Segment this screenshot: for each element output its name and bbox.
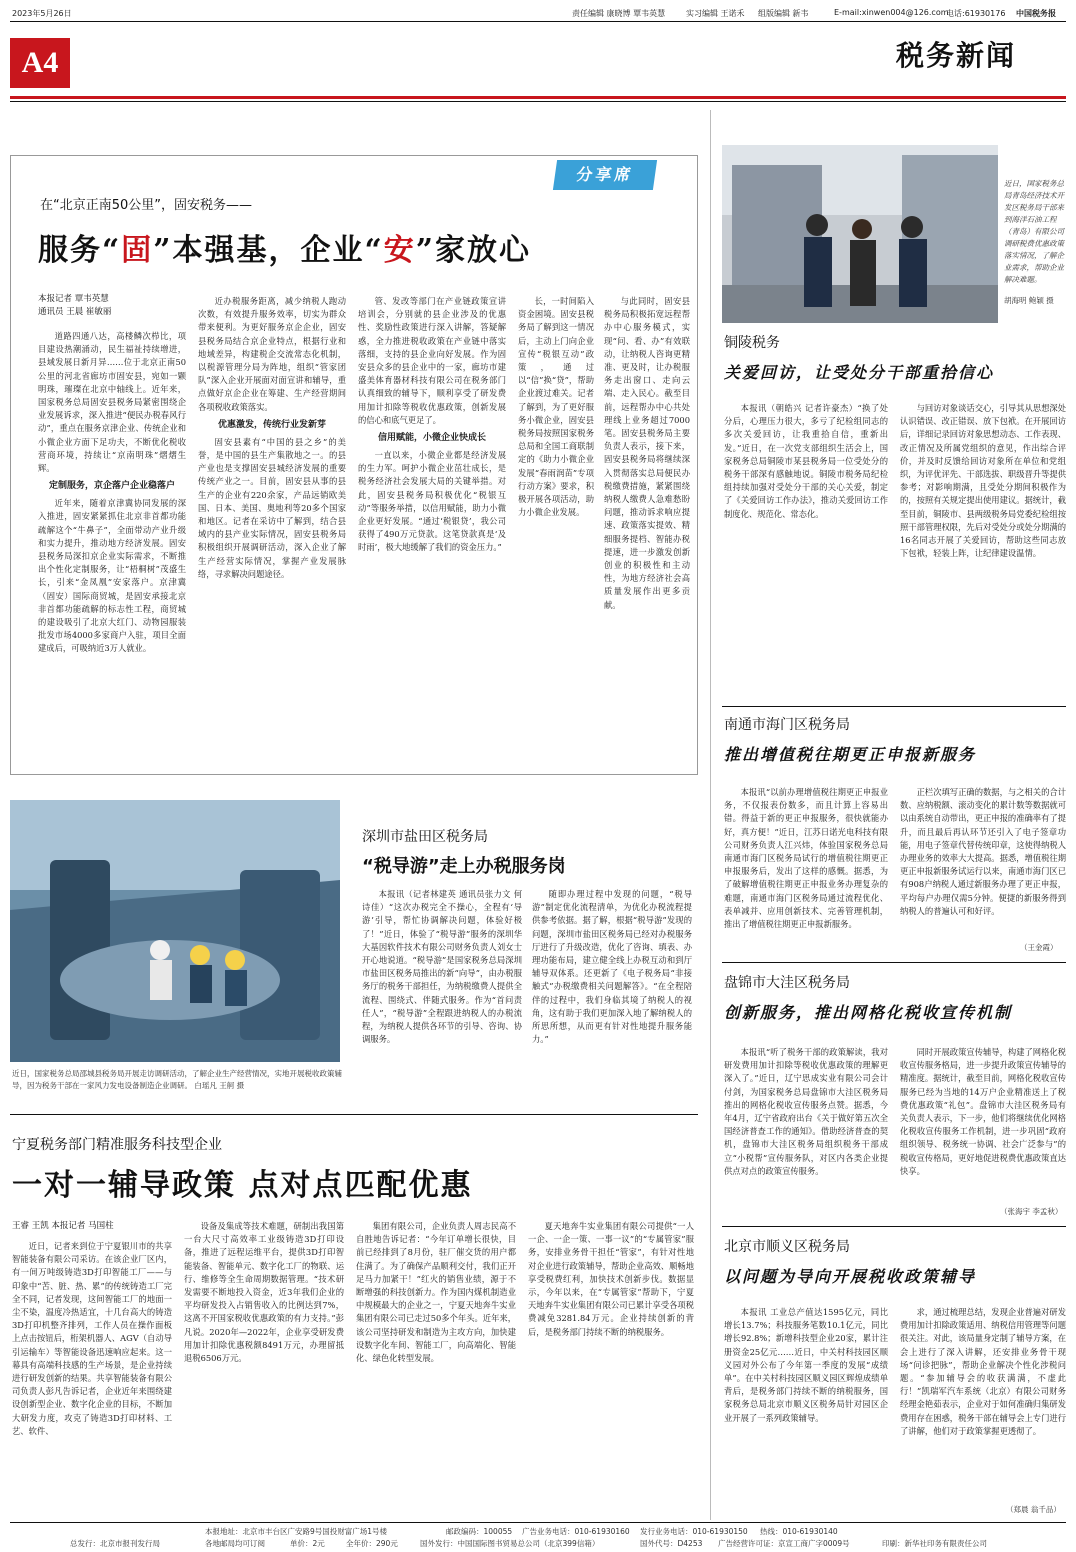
headline-highlight: 固 <box>121 233 154 268</box>
panjin-col-2 <box>900 1046 1066 1204</box>
paragraph: 一直以来，小微企业都是经济发展的生力军。呵护小微企业茁壮成长，是税务经济社会发展大局的关键举措。对此，固安县税务局积极优化“税银互动”等服务举措，以信用赋能，助力小微企业更好发展。“通过‘税银贷’，我公司获得了490万元贷款。这笔贷款真是‘及时雨’，极大地缓解了我们的资金压力。” <box>358 450 506 553</box>
footer-publisher: 总发行：北京市报刊发行局 <box>70 1539 160 1548</box>
paragraph: 夏天地奔牛实业集团有限公司提供“一人一企、一企一策、一事一议”的“专属管家”服务，安排业务骨干担任“管家”，有针对性地对企业进行政策辅导，帮助企业高效、顺畅地享受税费红利，加快技术创新步伐。数据显示，今年以来，在“专属管家”帮助下，宁夏天地奔牛实业集团有限公司已累计享受各项税费减免3281.84万元。企业持续创新的背后，是税务部门持续不断的纳税服务。 <box>528 1221 694 1337</box>
shenzhen-col-1 <box>362 888 522 1106</box>
email: E-mail:xinwen004@126.com <box>834 8 949 17</box>
nantong-col-1 <box>724 786 888 956</box>
layout-editor: 组版编辑 新韦 <box>758 9 809 18</box>
issue-date: 2023年5月26日 <box>12 9 72 18</box>
lead-col-1 <box>38 330 186 768</box>
ningxia-byline: 王睿 王凯 本报记者 马国柱 <box>12 1221 114 1231</box>
ningxia-col-1 <box>12 1240 172 1520</box>
ningxia-headline: 一对一辅导政策 点对点匹配优惠 <box>12 1168 473 1203</box>
paragraph: 本报讯（朝皓兴 记者许豪杰）“换了处分后，心理压力很大，多亏了纪检组同志的多次关爱回访，让我重拾自信，重新出发。”近日，在一次党支部组织生活会上，国家税务总局铜陵市某县税务局一位受处分的税务干部深有感触地说。铜陵市税务局纪检组持续加强对受处分干部的关心关爱，制定了《关爱回访工作办法》，推动关爱回访工作制度化、规范化、常态化。 <box>724 403 888 519</box>
ningxia-kicker: 宁夏税务部门精准服务科技型企业 <box>12 1137 222 1153</box>
footer-postcode: 邮政编码：100055 <box>446 1527 513 1536</box>
section-title: 税务新闻 <box>896 39 1017 72</box>
footer-intl: 国外发行：中国国际图书贸易总公司（北京399信箱） <box>420 1539 600 1548</box>
phone: 电话:61930176 <box>946 9 1006 18</box>
lead-col-5 <box>604 295 690 768</box>
paragraph: 正栏次填写正确的数据，与之相关的合计数、应纳税额、滚动变化的累计数等数据就可以由系统自动带出，更正申报的准确率有了提升，而且最后再认环节还引入了电子签章功能，用电子签章代替传统印章，这使得纳税人办理业务的效率大大提高。据悉，增值税往期更正申报新服务试运行以来，南通市海门区已有908户纳税人通过新服务办理了更正申报，平均每户办理仅需5分钟。便捷的新服务得到纳税人的普遍认可和好评。 <box>900 787 1066 916</box>
panjin-headline: 创新服务，推出网格化税收宣传机制 <box>724 1003 1013 1022</box>
tongling-dept: 铜陵税务 <box>724 335 780 351</box>
paragraph: 本报讯“听了税务干部的政策解读，我对研发费用加计扣除等税收优惠政策的理解更深入了。”近日，辽宁思成实业有限公司会计付剑，为国家税务总局盘锦市大洼区税务局推出的网格化税收宣传服务点赞。据悉，今年4月，辽宁省政府出台《关于做好第五次全国经济普查工作的通知》。借助经济普查的契机，盘锦市大洼区税务局组织税务干部成立“小税帮”宣传服务队，对区内各类企业提供点对点的政策宣传服务。 <box>724 1047 888 1176</box>
shenzhen-dept: 深圳市盐田区税务局 <box>362 829 488 845</box>
beijing-col-2 <box>900 1306 1066 1502</box>
shenzhen-headline: “税导游”走上办税服务岗 <box>362 856 566 877</box>
section-rule <box>722 1226 1066 1227</box>
footer-address: 本报地址：北京市丰台区广安路9号国投财富广场1号楼 <box>205 1527 388 1536</box>
lead-headline <box>38 225 531 269</box>
lead-col-3 <box>358 295 506 768</box>
qingdao-caption: 近日，国家税务总局青岛经济技术开发区税务局干部来到海洋石油工程（青岛）有限公司调研税费优惠政策落实情况，了解企业需求，帮助企业解决难题。 <box>1004 179 1064 284</box>
paragraph: 固安县素有“中国的县之乡”的美誉，是中国的县生产集散地之一。的县产业也是支撑固安县城经济发展的重要传统产业之一。目前，固安县从事的县生产的企业有220余家，产品远销欧美国、日本、美国、奥地利等20多个国家和地区。记者在采访中了解到，结合县域内的县产业实际情况，固安县税务局积极组织开展调研活动，深入企业了解生产经营实际情况，掌握产业发展脉络，寻求解决问题途径。 <box>198 436 346 579</box>
headline-part: ”本强基，企业“ <box>153 233 384 268</box>
panjin-col-1 <box>724 1046 888 1218</box>
footer-annual: 全年价：290元 <box>346 1539 398 1548</box>
header-thin-rule <box>10 101 1066 102</box>
lead-byline-1: 本报记者 覃韦英慧 <box>38 294 109 304</box>
lead-kicker: 在“北京正南50公里”，固安税务—— <box>40 198 253 213</box>
footer-hotline: 热线：010-61930140 <box>760 1527 838 1536</box>
section-rule <box>722 962 1066 963</box>
lead-col-4 <box>518 295 594 768</box>
paragraph: 同时开展政策宣传辅导，构建了网格化税收宣传服务格局，进一步提升政策宣传辅导的精准度。据统计，截至目前，网格化税收宣传服务已经为当地的14万户企业精准送上了税费优惠政策“礼包”。盘锦市大洼区税务局有关负责人表示，下一步，他们将继续优化网格化税收宣传服务工作机制，进一步巩固“政府组织领导、税务统一协调、社会广泛参与”的税收宣传格局，更好地促进税费优惠政策直达快享。 <box>900 1047 1066 1176</box>
share-badge: 分享席 <box>553 160 657 190</box>
footer-subscribe: 各地邮局均可订阅 <box>205 1539 265 1548</box>
footer-intl-code: 国外代号：D4253 <box>640 1539 703 1548</box>
paragraph: 随即办理过程中发现的问题，“税导游”制定优化流程清单，为优化办税流程提供参考依据。据了解，根据“税导游”发现的问题，深圳市盐田区税务局已经对办税服务厅进行了升级改造，优化了咨询、填表、办理功能布局，建立健全线上办税互动和到厅辅导双体系。还更新了《电子税务局“非接触式”办税缴费相关问题解答》。“在全程陪伴的过程中，我们身临其境了纳税人的视角，这有助于我们更加深入地了解纳税人的所思所想，从而更有针对性地提升服务能力。” <box>532 889 692 1045</box>
paragraph: 与此同时，固安县税务局积极拓宽远程帮办中心服务模式，实现“问、看、办”有效联动，让纳税人咨询更精准、更及时，让办税服务走出窗口、走向云端、走入民心。截至目前，远程帮办中心共处理线上业务超过7000笔。固安县税务局主要负责人表示，接下来，固安县税务局将继续深入贯彻落实总局便民办税缴费措施，紧紧围绕纳税人缴费人急难愁盼问题，推动诉求响应提速、政策落实提效、精细服务提档、智能办税提速，进一步激发创新创业的积极性和主动性，为地方经济社会高质量发展作出更多贡献。 <box>604 296 690 610</box>
lead-byline-2: 通讯员 王晨 崔敏丽 <box>38 307 112 317</box>
shenzhen-col-2 <box>532 888 692 1106</box>
lead-subhead-2: 优惠激发，传统行业发新芽 <box>217 419 326 430</box>
qingdao-credit: 胡海明 鲍颖 摄 <box>1004 296 1054 305</box>
footer-dist-phone: 发行业务电话：010-61930150 <box>640 1527 748 1536</box>
column-divider <box>710 110 711 1520</box>
beijing-author: （郑晨 翁千品） <box>1006 1505 1061 1514</box>
page-number: A4 <box>10 38 70 88</box>
footer-license: 广告经营许可证：京宣工商广字0009号 <box>718 1539 850 1548</box>
footer-printer: 印刷：新华社印务有限责任公司 <box>882 1539 987 1548</box>
panjin-author: （张海宇 李孟秋） <box>1000 1207 1063 1216</box>
editors: 责任编辑 康晓博 覃韦英慧 <box>572 9 666 18</box>
paragraph: 设备及集成等技术难题，研制出我国第一台大尺寸高效率工业级铸造3D打印设备，推进了远程运维平台，提供3D打印智能装备、智能单元、数字化工厂的物联、运行、维修等全生命周期数据管理。“技术研发需要不断地投入资金，近3年我们企业的平均研发投入占销售收入的比例达到7%，这离不开国家税收优惠政策的有力支持。”彭凡说。2020年—2022年，企业享受研发费用加计扣除优惠税额8491万元，办理留抵退税6506万元。 <box>184 1221 344 1364</box>
paragraph: 求，通过梳理总结，发现企业普遍对研发费用加计扣除政策适用、纳税信用管理等问题很关注。对此，该局量身定制了辅导方案，在会上进行了深入讲解，还安排业务骨干现场“问诊把脉”，帮助企业解决个性化涉税问题。“参加辅导会的收获满满，不虚此行！”凯瑞军汽车系统（北京）有限公司财务经理金艳茹表示，企业对于如何准确归集研发费用存在困惑，税务干部在辅导会上专门进行了讲解，他们对于政策掌握更透彻了。 <box>900 1307 1066 1436</box>
factory-photo-illustration <box>10 800 340 1062</box>
nantong-author: （王金霞） <box>1020 943 1058 952</box>
tongling-col-2 <box>900 402 1066 702</box>
paragraph: 管、发改等部门在产业链政策宣讲培训会，分别就的县企业涉及的优惠性、奖励性政策进行深入讲解，答疑解惑，全力推进税收政策在产业链中落实落细，支持的县企业向好发展。作为固安县众多的县企业中的一家，廊坊市建盛美体育器材科技有限公司在税务部门认真细致的辅导下，顺利享受了研发费用加计扣除等税收优惠政策，创新发展的信心和底气更足了。 <box>358 296 506 425</box>
headline-highlight: 安 <box>383 233 416 268</box>
paragraph: 本报讯 工业总产值达1595亿元，同比增长13.7%；科技服务笔数10.1亿元，同比增长92.8%；新增科技型企业20家，累计注册资金25亿元……近日，中关村科技园区顺义园对外公布了今年第一季度的发展“成绩单”。在中关村科技园区顺义园区辉煌成绩单背后，是税务部门持续不断的纳税服务，国家税务总局北京市顺义区税务局针对园区企业开展了一系列政策辅导。 <box>724 1307 888 1423</box>
beijing-headline: 以问题为导向开展税收政策辅导 <box>724 1267 977 1286</box>
qingdao-photo <box>722 145 998 323</box>
paragraph: 本报讯（记者林建英 通讯员张力文 何诗佳）“这次办税完全不操心，全程有‘导游’引导，帮忙协调解决问题，体验好极了！”近日，体验了“税导游”服务的深圳华大基因软件技术有限公司财务负责人刘女士开心地说道。“税导游”是国家税务总局深圳市盐田区税务局推出的新“向导”，由办税服务厅的税务干部担任，为纳税缴费人提供全流程、围绕式、伴随式服务。作为“首问责任人”，“税导游”全程跟进纳税人的办税流程，为纳税人提供各环节的引导、咨询、协调服务。 <box>362 889 522 1045</box>
paragraph: 近办税服务距离，减少纳税人跑动次数，有效提升服务效率，切实为群众带来便利。为更好服务京企企业，固安县税务局结合京企业特点，根据行业和地域差异，构建税企交流常态化机制，以税源管理分局为阵地，组织“管家团队”深入企业开展面对面宣讲和辅导，重点做好京企企业在筹建、生产经营期间各项税收政策落实。 <box>198 296 346 412</box>
beijing-col-1 <box>724 1306 888 1516</box>
paragraph: 本报讯“以前办理增值税往期更正申报业务，不仅报表份数多，而且计算上容易出错。得益于新的更正申报服务，很快就能办好，真方便！”近日，江苏日诺光电科技有限公司财务负责人江兴炜，体验国家税务总局南通市海门区税务局试行的增值税往期更正申报服务后，发出了这样的感慨。据悉，为了破解增值税往期更正申报业务办理复杂的难题，南通市海门区税务局通过流程优化、表单减并、应用创新技术、完善管理机制，推出了增值税往期更正申报新服务。 <box>724 787 888 930</box>
paragraph: 集团有限公司，企业负责人周志民高不自胜地告诉记者：“今年订单增长很快，目前已经排到了8月份，驻厂催交货的用户都住满了。为了确保产品顺利交付，我们正开足马力加紧干！”红火的销售业绩，源于不断增强的科技创新力。作为国内煤机制造业中规模最大的企业之一，宁夏天地奔牛实业集团有限公司已走过50多个年头。近年来，该公司坚持研发和制造为主攻方向，加快建设数字化车间、智能工厂，向高端化、智能化、绿色化转型发展。 <box>356 1221 516 1364</box>
section-rule <box>10 1114 698 1115</box>
paragraph: 长，一时间陷入资金困境。固安县税务局了解到这一情况后，主动上门向企业宣传“税银互动”政策，通过以“信”换“贷”，帮助企业渡过难关。记者了解到，为了更好服务小微企业，固安县税务局按照国家税务总局和全国工商联制定的《助力小微企业发展“春雨润苗”专项行动方案》要求，积极开展各项活动，助力小微企业发展。 <box>518 296 594 518</box>
shenzhen-photo-caption <box>12 1068 342 1114</box>
ningxia-col-4 <box>528 1220 694 1520</box>
beijing-dept: 北京市顺义区税务局 <box>724 1239 850 1255</box>
footer-rule <box>10 1522 1066 1523</box>
lead-subhead-3: 信用赋能，小微企业快成长 <box>377 433 486 444</box>
photo-credit: 白瑶凡 王舸 摄 <box>194 1081 245 1090</box>
paragraph: 与回访对象谈话交心，引导其从思想深处认识错误、改正错误、放下包袱。在开展回访后，详细记录回访对象思想动态、工作表现、改正情况及所属党组织的意见，作出综合评价，并及时反馈给回访对象所在单位和党组织，为评优评先、干部选拔、职级晋升等提供参考；对影响期满，且受处分期间积极作为的，按照有关规定提出使用建议。据统计，截至目前，铜陵市、县两级税务局党委纪检组按照干部管理权限，先后对受处分或处分期满的16名同志开展了关爱回访，帮助这些同志放下包袱，轻装上阵，让纪律建设温情。 <box>900 403 1066 559</box>
tongling-col-1 <box>724 402 888 702</box>
caption-text: 近日，国家税务总局邵城县税务局开展走访调研活动，了解企业生产经营情况，实地开展税收政策辅导，因为税务干部在一家风力发电设备制造企业调研。 <box>12 1069 342 1090</box>
lead-col-2 <box>198 295 346 768</box>
footer-ad-phone: 广告业务电话：010-61930160 <box>522 1527 630 1536</box>
section-rule <box>722 706 1066 707</box>
ningxia-col-3 <box>356 1220 516 1520</box>
header-red-rule <box>10 96 1066 99</box>
headline-part: ”家放心 <box>415 233 532 268</box>
nantong-col-2 <box>900 786 1066 942</box>
ningxia-col-2 <box>184 1220 344 1520</box>
paper-name: 中国税务报 <box>1016 9 1056 18</box>
header-rule <box>10 21 1066 22</box>
nantong-headline: 推出增值税往期更正申报新服务 <box>724 745 977 764</box>
lead-subhead-1: 定制服务，京企落户企业稳落户 <box>48 481 175 492</box>
tongling-headline: 关爱回访，让受处分干部重拾信心 <box>724 363 995 382</box>
paragraph: 道路四通八达，高楼鳞次栉比，项目建设热潮涌动，民生福祉持续增进，县域发展日新月异……位于北京正南50公里的河北省廊坊市固安县，宛如一颗明珠，璀璨在北京中轴线上。近年来，国家税务总局固安县税务局紧密围绕企业发展诉求，深入推进“便民办税春风行动”，重点在服务京津企业、传统企业和小微企业方面下足功夫，不断优化税收营商环境，持续让“京南明珠”熠熠生辉。 <box>38 331 186 474</box>
panjin-dept: 盘锦市大洼区税务局 <box>724 975 850 991</box>
proof-editor: 实习编辑 王诺禾 <box>686 9 745 18</box>
shenzhen-photo <box>10 800 340 1062</box>
headline-part: 服务“ <box>38 233 122 268</box>
footer-price: 单价：2元 <box>290 1539 325 1548</box>
paragraph: 近日，记者来到位于宁夏银川市的共享智能装备有限公司采访。在该企业厂区内，有一间万吨级铸造3D打印智能工厂——与印象中“苦、脏、热、累”的传统铸造工厂完全不同，记者发现，这间智能工厂的地面一尘不染，温度冷热适宜，十几台高大的铸造3D打印机整齐排列，工作人员在操作面板上点击按钮后，桁架机器人、AGV（自动导引运输车）等智能设备迅速响应起来。这一幕具有高端科技感的生产场景，是企业持续进行研发创新的结果。共享智能装备有限公司负责人彭凡告诉记者，企业近年来围绕建设创新型企业、数字化企业的目标，不断加大研发力度，攻克了铸造3D打印材料、工艺、软件、 <box>12 1241 172 1436</box>
paragraph: 近年来，随着京津冀协同发展的深入推进，固安紧紧抓住北京非首都功能疏解这个“牛鼻子”，全面带动产业升级和实力提升，推动地方经济发展。固安县税务局深扣京企业实际需求，不断推出个性化定制服务，让“梧桐树”茂盛生长，引来“金凤凰”安家落户。京津冀（固安）国际商贸城，是固安承接北京非首都功能疏解的标志性工程，商贸城的建设吸引了北京大红门、动物园服装批发市场4000多家商户入驻，项目全面建成后，可吸纳近3万人就业。 <box>38 498 186 654</box>
shipyard-photo-illustration <box>722 145 998 323</box>
lead-byline <box>38 293 111 319</box>
nantong-dept: 南通市海门区税务局 <box>724 717 850 733</box>
